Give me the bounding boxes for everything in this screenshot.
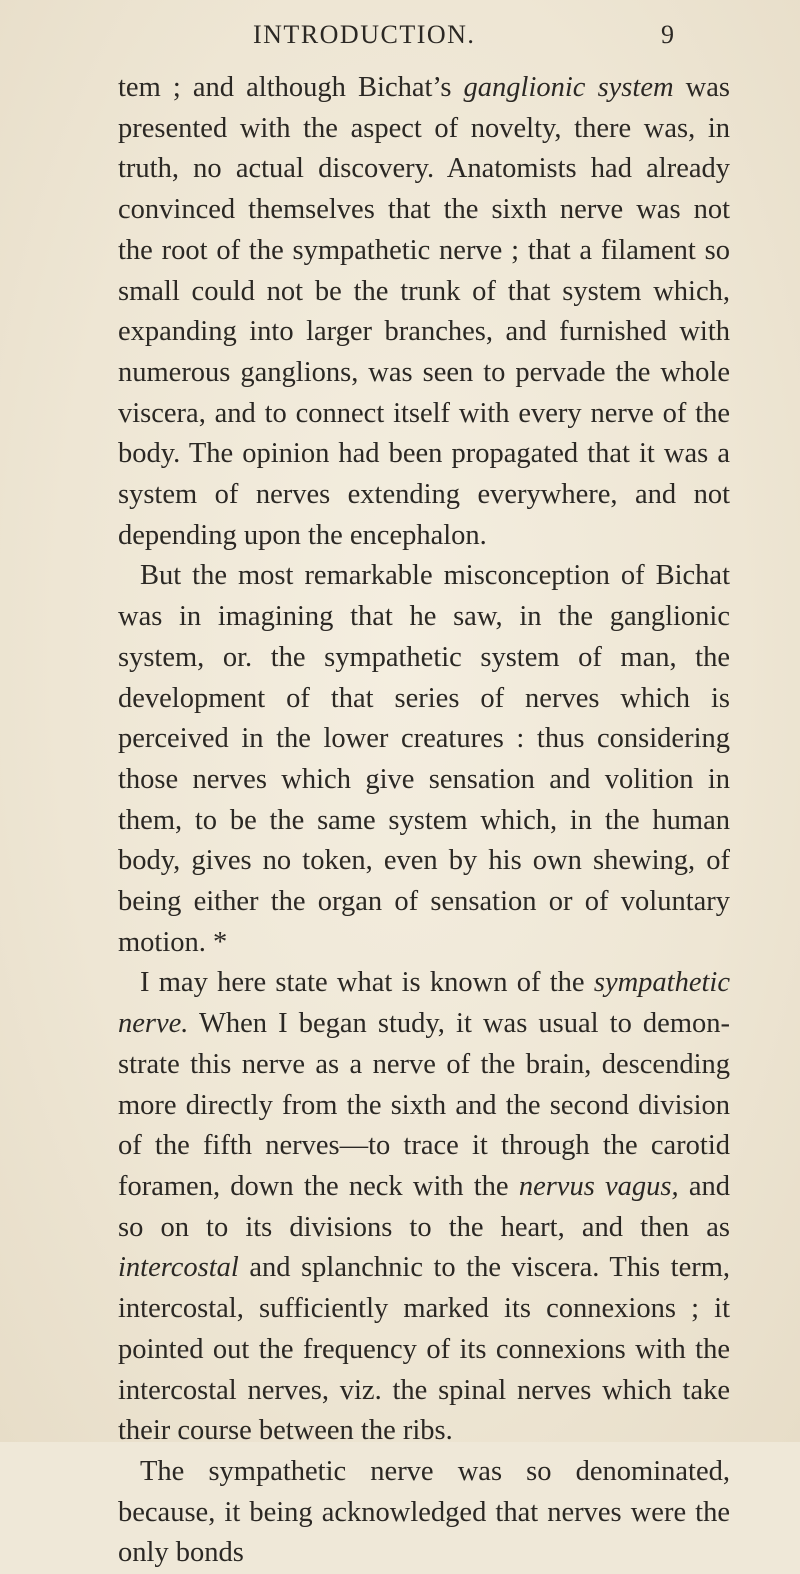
text-run: I may here state what is known of the [140,967,594,999]
running-head: INTRODUCTION. [253,20,476,49]
italic-run: ganglionic system [463,72,674,103]
page-number: 9 [661,20,674,49]
paragraph-3 [118,963,730,1451]
text-run: tem ; and although Bichat’s [118,72,464,103]
paragraph-2 [118,556,730,963]
text-run: was presented with the aspect of novelty, there was, in truth, no actual discovery. Anatomists had already convinced themselves that the sixth nerve was not the root of the sympathetic nerve ; that a filament so small could not be the trunk of that system which, expanding into larger branches, and furnished with numerous ganglions, was seen to pervade the whole viscera, and to connect itself with every nerve of the body. The opinion had been propagated that it was a system of nerves extending everywhere, and not depending upon the encephalon. [118,72,731,551]
paragraph-1 [118,68,730,556]
italic-run: sympathetic nerve. [118,967,730,1040]
text-run: But the most remarkable misconception of Bichat was in imagining that he saw, in the ganglionic system, or. the sympathetic system of man, the development of that series of nerves which is perceived in the lower creatures : thus considering those nerves which give sensation and volition in them, to be the same system which, in the human body, gives no token, even by his own shewing, of being either the organ of sensation or of voluntary motion. * [118,560,730,958]
text-run: When I began study, it was usual to demonstrate this nerve as a nerve of the brain, descending more directly from the sixth and the second division of the fifth nerves—to trace it through the carotid foramen, down the neck with the [118,1008,730,1202]
page-header [0,20,800,60]
italic-run: nervus vagus, [518,1170,679,1202]
body-text [118,68,730,1574]
paragraph-4 [118,1452,730,1574]
italic-run: intercostal [118,1252,239,1284]
text-run: and so on to its divisions to the heart, and then as [118,1170,730,1243]
text-run: The sympathetic nerve was so denominated, because, it being acknowledged that nerves were the only bonds [118,1455,730,1569]
text-run: and splanchnic to the viscera. This term, intercostal, sufficiently marked its connexions ; it pointed out the frequency of its connexions with the intercostal nerves, viz. the spinal nerves which take their course between the ribs. [118,1252,730,1447]
